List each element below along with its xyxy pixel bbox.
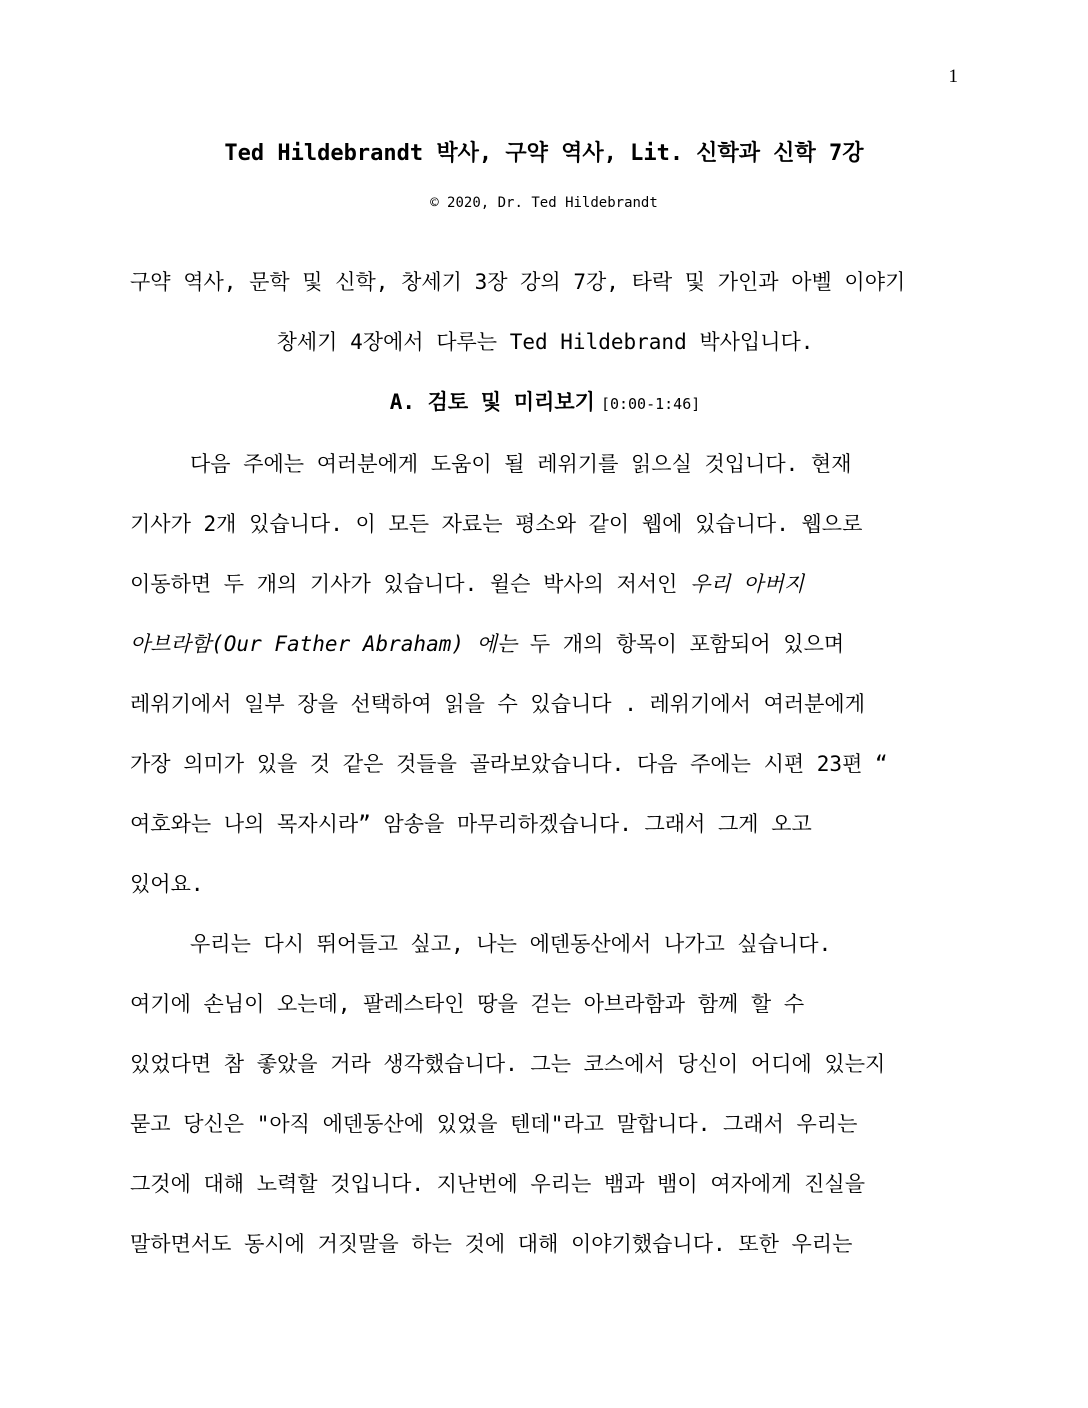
paragraph-1-line — [130, 614, 960, 674]
paragraph-2 — [130, 914, 960, 1274]
paragraph-2-line: 여기에 손님이 오는데, 팔레스타인 땅을 걷는 아브라함과 함께 할 수 — [130, 992, 805, 1016]
paragraph-2-line: 우리는 다시 뛰어들고 싶고, 나는 에덴동산에서 나가고 싶습니다. — [190, 932, 832, 956]
section-heading-text: A. 검토 및 미리보기 — [389, 390, 595, 414]
paragraph-2-line: 그것에 대해 노력할 것입니다. 지난번에 우리는 뱀과 뱀이 여자에게 진실을 — [130, 1172, 866, 1196]
paragraph-1-line: 레위기에서 일부 장을 선택하여 읽을 수 있습니다 . 레위기에서 여러분에게 — [130, 692, 866, 716]
copyright-line: © 2020, Dr. Ted Hildebrandt — [430, 195, 658, 211]
paragraph-1-text: 이동하면 두 개의 기사가 있습니다. 윌슨 박사의 저서인 — [130, 572, 691, 596]
paragraph-2-line: 말하면서도 동시에 거짓말을 하는 것에 대해 이야기했습니다. 또한 우리는 — [130, 1232, 853, 1256]
document-title: Ted Hildebrandt 박사, 구약 역사, Lit. 신학과 신학 7강 — [224, 141, 864, 166]
paragraph-1-line: 기사가 2개 있습니다. 이 모든 자료는 평소와 같이 웹에 있습니다. 웹으로 — [130, 512, 863, 536]
intro-line-2: 창세기 4장에서 다루는 Ted Hildebrand 박사입니다. — [276, 330, 814, 354]
paragraph-1 — [130, 434, 960, 914]
paragraph-2-line: 묻고 당신은 "아직 에덴동산에 있었을 텐데"라고 말합니다. 그래서 우리는 — [130, 1112, 858, 1136]
paragraph-1-line: 있어요. — [130, 872, 204, 896]
paragraph-1-line — [130, 554, 960, 614]
document-body — [130, 252, 960, 1274]
paragraph-1-line: 여호와는 나의 목자시라” 암송을 마무리하겠습니다. 그래서 그게 오고 — [130, 812, 812, 836]
book-title-italic: 우리 아버지 — [690, 572, 805, 596]
book-title-italic: 아브라함(Our Father Abraham) 에는 — [130, 632, 518, 656]
paragraph-1-line: 다음 주에는 여러분에게 도움이 될 레위기를 읽으실 것입니다. 현재 — [190, 452, 852, 476]
section-timestamp: [0:00-1:46] — [600, 395, 701, 413]
section-heading — [130, 372, 960, 434]
paragraph-2-line: 있었다면 참 좋았을 거라 생각했습니다. 그는 코스에서 당신이 어디에 있는지 — [130, 1052, 886, 1076]
intro-line-1: 구약 역사, 문학 및 신학, 창세기 3장 강의 7강, 타락 및 가인과 아벨 이야기 — [130, 270, 906, 294]
paragraph-1-line: 가장 의미가 있을 것 같은 것들을 골라보았습니다. 다음 주에는 시편 23편 “ — [130, 752, 888, 776]
page-number: 1 — [948, 66, 958, 87]
paragraph-1-text: 두 개의 항목이 포함되어 있으며 — [517, 632, 845, 656]
